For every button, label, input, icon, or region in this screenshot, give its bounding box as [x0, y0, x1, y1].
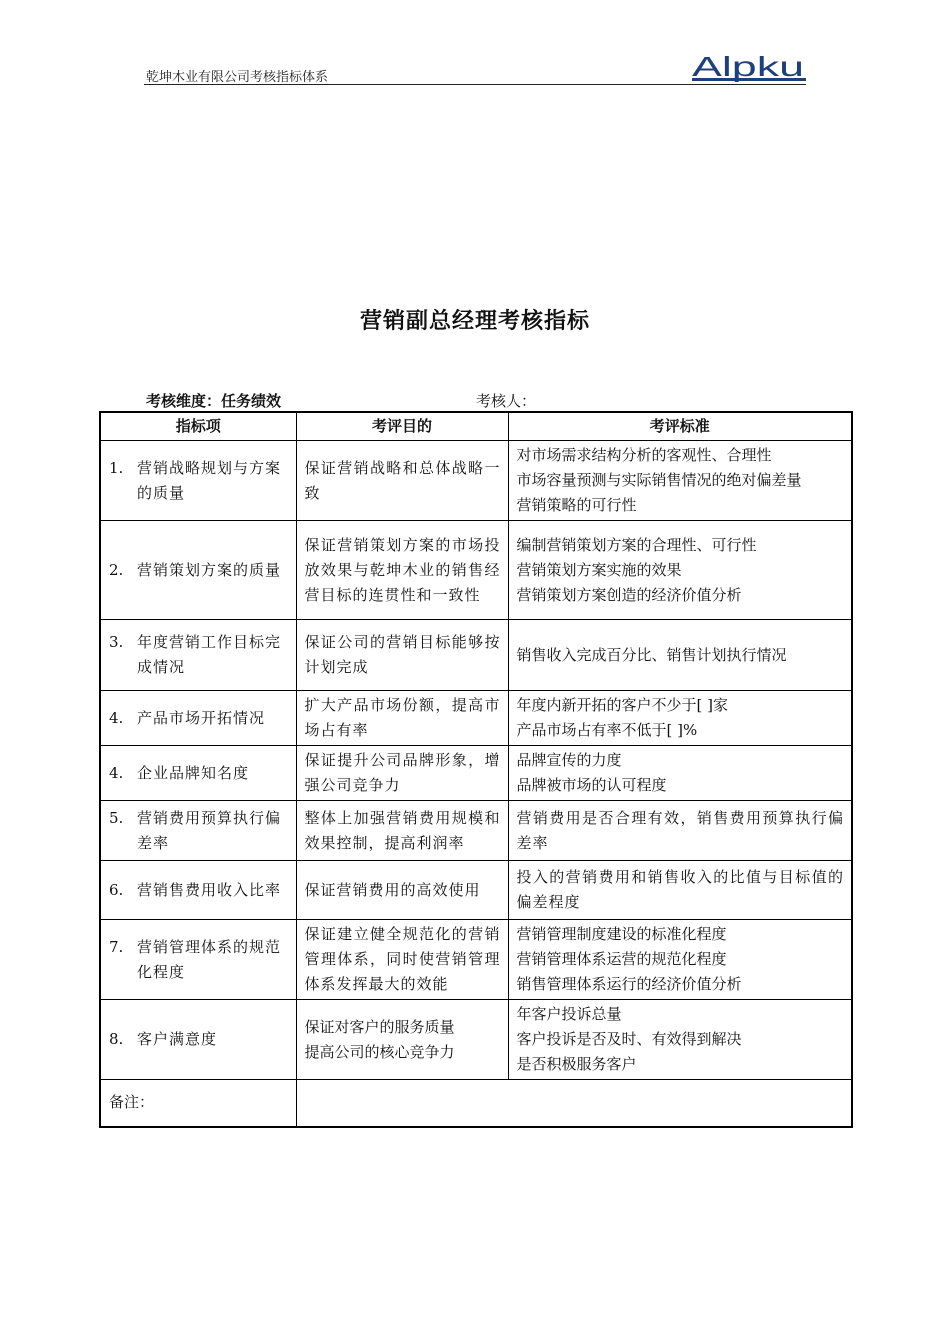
item-text: 产品市场开拓情况	[137, 708, 266, 727]
kpi-table	[99, 411, 853, 1128]
item-cell	[100, 441, 296, 521]
standard-line: 品牌宣传的力度	[516, 751, 622, 769]
header-item: 指标项	[100, 412, 296, 441]
item-text: 客户满意度	[137, 1030, 218, 1048]
purpose-cell: 保证营销策划方案的市场投放效果与乾坤木业的销售经营目标的连贯性和一致性	[296, 521, 508, 620]
standard-line: 营销管理体系运营的规范化程度	[516, 950, 727, 968]
standard-line: 营销管理制度建设的标准化程度	[516, 925, 727, 943]
standard-line: 对市场需求结构分析的客观性、合理性	[516, 446, 772, 464]
standard-line: 销售收入完成百分比、销售计划执行情况	[516, 645, 787, 664]
table-row	[100, 920, 852, 1000]
standard-line: 产品市场占有率不低于[ ]%	[516, 721, 698, 739]
item-text: 营销战略规划与方案的质量	[137, 458, 282, 502]
standard-cell	[508, 620, 852, 691]
standard-line: 年度内新开拓的客户不少于[ ]家	[516, 696, 728, 714]
standard-cell	[508, 441, 852, 521]
logo-text: Alpku	[692, 51, 804, 82]
standard-line: 是否积极服务客户	[516, 1055, 637, 1073]
remarks-label: 备注：	[100, 1080, 296, 1127]
standard-cell	[508, 920, 852, 1000]
header-company: 乾坤木业有限公司考核指标体系	[146, 70, 329, 85]
item-text: 营销费用预算执行偏差率	[137, 808, 282, 852]
standard-line: 年客户投诉总量	[516, 1005, 622, 1023]
standard-line: 营销策划方案实施的效果	[516, 560, 682, 579]
item-cell	[100, 920, 296, 1000]
assessor-label: 考核人：	[476, 392, 537, 410]
item-cell	[100, 691, 296, 746]
purpose-cell: 保证提升公司品牌形象，增强公司竞争力	[296, 746, 508, 801]
table-row	[100, 441, 852, 521]
table-row	[100, 620, 852, 691]
item-text: 企业品牌知名度	[137, 763, 250, 782]
table-row	[100, 861, 852, 920]
item-cell	[100, 861, 296, 920]
table-row	[100, 746, 852, 801]
item-cell	[100, 620, 296, 691]
company-logo	[690, 50, 808, 86]
remarks-row	[100, 1080, 852, 1127]
purpose-line: 提高公司的核心竞争力	[304, 1042, 455, 1061]
item-text: 年度营销工作目标完成情况	[137, 633, 282, 676]
item-number: 5.	[109, 808, 124, 827]
item-number: 2.	[109, 560, 124, 579]
item-cell	[100, 521, 296, 620]
item-cell	[100, 801, 296, 861]
table-row	[100, 521, 852, 620]
purpose-cell: 保证营销战略和总体战略一致	[296, 441, 508, 521]
item-number: 7.	[109, 937, 124, 956]
item-number: 6.	[109, 880, 124, 899]
purpose-cell: 扩大产品市场份额，提高市场占有率	[296, 691, 508, 746]
item-text: 营销售费用收入比率	[137, 880, 282, 899]
standard-cell	[508, 1000, 852, 1080]
page-title: 营销副总经理考核指标	[359, 308, 590, 334]
standard-line: 营销策划方案创造的经济价值分析	[516, 585, 742, 604]
table-row	[100, 801, 852, 861]
item-text: 营销策划方案的质量	[137, 560, 282, 579]
table-row	[100, 1000, 852, 1080]
table-row	[100, 691, 852, 746]
standard-cell	[508, 521, 852, 620]
standard-cell	[508, 691, 852, 746]
header-purpose: 考评目的	[296, 412, 508, 441]
header-standard: 考评标准	[508, 412, 852, 441]
standard-line: 市场容量预测与实际销售情况的绝对偏差量	[516, 471, 802, 489]
standard-line: 编制营销策划方案的合理性、可行性	[516, 535, 757, 554]
purpose-line: 保证对客户的服务质量	[304, 1017, 455, 1036]
item-number: 4.	[109, 763, 124, 782]
item-cell	[100, 746, 296, 801]
standard-cell: 投入的营销费用和销售收入的比值与目标值的偏差程度	[508, 861, 852, 920]
assessment-dimension: 考核维度：任务绩效	[146, 392, 282, 410]
item-text: 营销管理体系的规范化程度	[137, 937, 282, 981]
standard-line: 客户投诉是否及时、有效得到解决	[516, 1030, 742, 1048]
standard-line: 营销策略的可行性	[516, 496, 637, 514]
item-number: 4.	[109, 708, 124, 727]
purpose-cell: 保证公司的营销目标能够按计划完成	[296, 620, 508, 691]
table-header-row	[100, 412, 852, 441]
purpose-cell: 保证建立健全规范化的营销管理体系，同时使营销管理体系发挥最大的效能	[296, 920, 508, 1000]
item-number: 3.	[109, 633, 124, 651]
remarks-value	[296, 1080, 852, 1127]
standard-cell: 营销费用是否合理有效，销售费用预算执行偏差率	[508, 801, 852, 861]
item-number: 8.	[109, 1030, 124, 1048]
purpose-cell: 整体上加强营销费用规模和效果控制，提高利润率	[296, 801, 508, 861]
purpose-cell	[296, 1000, 508, 1080]
item-number: 1.	[109, 458, 124, 477]
standard-cell	[508, 746, 852, 801]
item-cell	[100, 1000, 296, 1080]
standard-line: 销售管理体系运行的经济价值分析	[516, 975, 742, 993]
standard-line: 品牌被市场的认可程度	[516, 776, 667, 794]
purpose-cell: 保证营销费用的高效使用	[296, 861, 508, 920]
